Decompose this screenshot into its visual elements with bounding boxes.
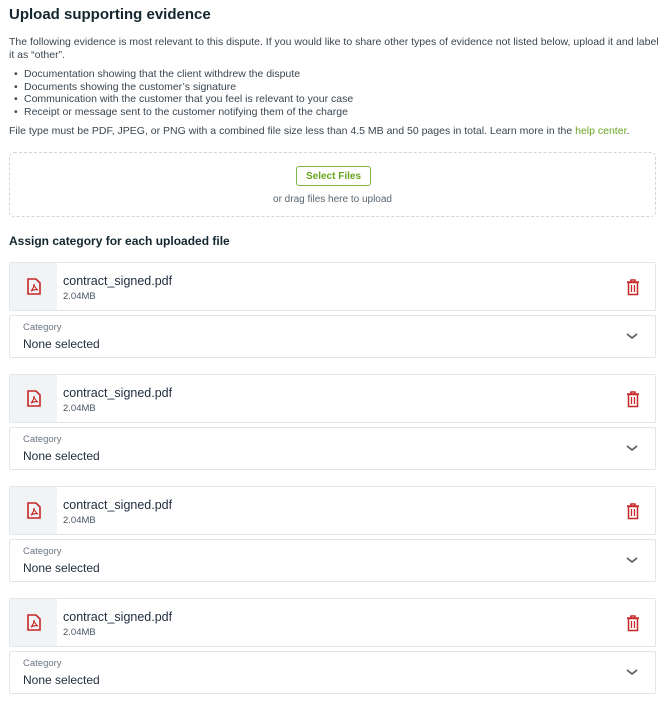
trash-icon[interactable] xyxy=(626,614,640,632)
category-value: None selected xyxy=(23,561,100,575)
file-name: contract_signed.pdf xyxy=(63,610,173,624)
file-card xyxy=(9,374,656,423)
trash-icon[interactable] xyxy=(626,278,640,296)
intro-text: The following evidence is most relevant to this dispute. If you would like to share other types of evidence not listed below, upload it and label it as “other”. xyxy=(9,36,659,61)
chevron-down-icon[interactable] xyxy=(626,331,638,341)
file-group xyxy=(9,486,656,582)
category-select[interactable] xyxy=(9,315,656,358)
file-group xyxy=(9,262,656,358)
file-group xyxy=(9,374,656,470)
trash-icon[interactable] xyxy=(626,390,640,408)
select-files-button[interactable]: Select Files xyxy=(296,166,371,186)
file-name: contract_signed.pdf xyxy=(63,274,173,288)
assign-heading: Assign category for each uploaded file xyxy=(9,234,230,248)
evidence-list xyxy=(14,68,353,119)
category-select[interactable] xyxy=(9,427,656,470)
chevron-down-icon[interactable] xyxy=(626,555,638,565)
category-label: Category xyxy=(23,546,62,557)
file-group xyxy=(9,598,656,694)
chevron-down-icon[interactable] xyxy=(626,667,638,677)
drag-hint: or drag files here to upload xyxy=(273,194,392,205)
pdf-icon xyxy=(10,487,57,534)
pdf-icon xyxy=(10,599,57,646)
evidence-item: • Documents showing the customer’s signature xyxy=(14,81,353,94)
file-card xyxy=(9,486,656,535)
help-center-link[interactable]: help center xyxy=(575,125,627,137)
chevron-down-icon[interactable] xyxy=(626,443,638,453)
category-select[interactable] xyxy=(9,651,656,694)
file-name: contract_signed.pdf xyxy=(63,386,173,400)
category-value: None selected xyxy=(23,337,100,351)
pdf-icon xyxy=(10,375,57,422)
category-label: Category xyxy=(23,434,62,445)
file-name: contract_signed.pdf xyxy=(63,498,173,512)
filetype-note xyxy=(9,125,629,137)
category-value: None selected xyxy=(23,673,100,687)
file-size: 2.04MB xyxy=(63,515,96,526)
upload-dropzone[interactable] xyxy=(9,152,656,217)
file-card xyxy=(9,262,656,311)
category-value: None selected xyxy=(23,449,100,463)
file-card xyxy=(9,598,656,647)
evidence-item: • Receipt or message sent to the customer notifying them of the charge xyxy=(14,106,353,119)
pdf-icon xyxy=(10,263,57,310)
category-select[interactable] xyxy=(9,539,656,582)
file-size: 2.04MB xyxy=(63,291,96,302)
filetype-text: File type must be PDF, JPEG, or PNG with a combined file size less than 4.5 MB and 50 pages in total. Learn more in the xyxy=(9,125,576,137)
trash-icon[interactable] xyxy=(626,502,640,520)
evidence-item: • Communication with the customer that you feel is relevant to your case xyxy=(14,93,353,106)
filetype-end: . xyxy=(626,125,630,137)
category-label: Category xyxy=(23,658,62,669)
file-size: 2.04MB xyxy=(63,403,96,414)
evidence-item: • Documentation showing that the client withdrew the dispute xyxy=(14,68,353,81)
category-label: Category xyxy=(23,322,62,333)
file-size: 2.04MB xyxy=(63,627,96,638)
page-title: Upload supporting evidence xyxy=(9,6,211,23)
